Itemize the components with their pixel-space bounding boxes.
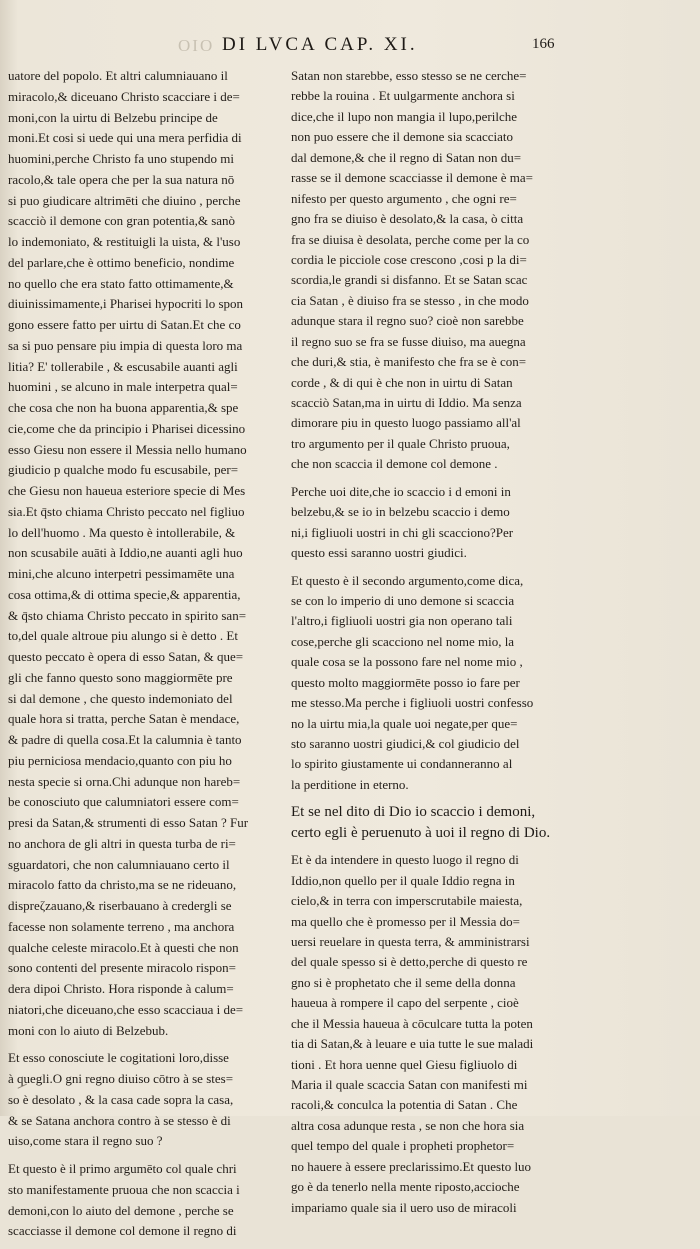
text-line: cielo,& in terra con imperscrutabile maiesta, <box>291 893 523 909</box>
text-line: huomini,perche Christo fa uno stupendo mi <box>8 151 235 166</box>
text-line: litia? E' tollerabile , & escusabile auanti agli <box>8 358 238 374</box>
text-line: ma quello che è promesso per il Messia do= <box>291 913 520 929</box>
text-line: uatore del popolo. Et altri calumniauano il <box>8 68 228 83</box>
text-line: questo essi saranno uostri giudici. <box>291 545 467 561</box>
text-line: quale cosa se la possono fare nel nome mio , <box>291 654 523 670</box>
text-line: che non scaccia il demone col demone . <box>291 456 498 472</box>
text-line: cose,perche gli scacciono nel nome mio, la <box>291 633 515 649</box>
paragraph <box>8 1048 283 1152</box>
text-line: mini,che alcuno interpetri pessimamēte una <box>8 566 235 581</box>
text-line: sguardatori, che non calumniauano certo il <box>8 856 230 872</box>
text-line: nesta specie si orna.Chi adunque non hareb= <box>8 773 241 789</box>
text-line: moni con lo aiuto di Belzebub. <box>8 1022 169 1038</box>
text-line: & se Satana anchora contro à se stesso è di <box>8 1112 231 1128</box>
text-line: dal demone,& che il regno di Satan non du= <box>291 149 522 165</box>
text-line: lo spirito giustamente ui condanneranno al <box>291 756 513 772</box>
text-line: no la uirtu mia,la quale uoi negate,per que= <box>291 715 518 731</box>
text-line: racolo,& tale opera che per la sua natura nō <box>8 171 235 187</box>
text-line: cie,come che da principio i Pharisei dicessino <box>8 420 246 436</box>
text-line: quale hora si tratta, perche Satan è mendace, <box>8 711 240 727</box>
text-line: che Giesu non haueua esteriore specie di Mes <box>8 483 246 498</box>
text-line: tioni . Et hora uenne quel Giesu figliuolo di <box>291 1056 518 1072</box>
bleed-through-text: OIO <box>178 36 215 55</box>
text-line: & padre di quella cosa.Et la calumnia è tanto <box>8 732 242 747</box>
paragraph <box>291 482 686 564</box>
right-column <box>291 66 686 1225</box>
text-line: certo egli è peruenuto à uoi il regno di Dio. <box>291 824 551 841</box>
text-line: Perche uoi dite,che io scaccio i d emoni in <box>291 483 511 499</box>
text-line: cordia le picciole cose crescono ,cosi p la di= <box>291 251 527 267</box>
text-line: diuinissimamente,i Pharisei hypocriti lo spon <box>8 296 244 312</box>
text-line: che cosa che non ha buona apparentia,& spe <box>8 400 239 415</box>
text-line: si dal demone , che questo indemoniato del <box>8 690 233 706</box>
text-line: sa si puo pensare piu impia di questa loro ma <box>8 337 243 353</box>
text-line: altra cosa adunque resta , se non che hora sia <box>291 1117 525 1133</box>
text-line: sono contenti del presente miracolo rispon= <box>8 960 236 976</box>
text-line: moni,con la uirtu di Belzebu principe de <box>8 109 218 125</box>
text-line: me stesso.Ma perche i figliuoli uostri confesso <box>291 695 534 711</box>
paragraph <box>8 1159 283 1242</box>
page-header <box>0 34 700 60</box>
text-line: be conosciuto que calumniatori essere com= <box>8 794 239 810</box>
text-line: no quello che era stato fatto ottimamente,& <box>8 275 234 291</box>
text-line: niatori,che diceuano,che esso scacciaua i de= <box>8 1001 244 1017</box>
text-line: che il Messia haueua à cōculcare tutta la poten <box>291 1015 533 1031</box>
text-line: Et questo è il secondo argumento,come dica, <box>291 572 524 588</box>
scripture-verse <box>291 802 686 843</box>
page-number: 166 <box>532 36 555 52</box>
text-line: rebbe la rouina . Et uulgarmente anchora si <box>291 88 515 104</box>
text-line: Et esso conosciute le cogitationi loro,disse <box>8 1050 229 1066</box>
text-line: non scusabile auāti à Iddio,ne auanti agli huo <box>8 545 243 561</box>
paragraph <box>291 571 686 796</box>
text-line: Satan non starebbe, esso stesso se ne cerche= <box>291 68 527 83</box>
text-line: dera dipoi Christo. Hora risponde à calum= <box>8 981 234 996</box>
text-line: gono essere fatto per uirtu di Satan.Et che co <box>8 317 241 332</box>
text-line: questo peccato è opera di esso Satan, & que= <box>8 649 244 664</box>
text-line: dimorare piu in questo luogo passiamo all'al <box>291 415 521 431</box>
text-line: à quegli.O gni regno diuiso cōtro à se stes= <box>8 1071 234 1086</box>
text-line: tro argumento per il quale Christo pruoua, <box>291 435 510 451</box>
text-line: se con lo imperio di uno demone si scaccia <box>291 592 515 608</box>
text-line: qualche celeste miracolo.Et à questi che non <box>8 939 239 955</box>
text-line: dispreζzauano,& riserbauano à credergli se <box>8 898 232 913</box>
text-line: uiso,come stara il regno suo ? <box>8 1133 163 1149</box>
text-line: to,del quale altroue piu alungo si è detto . Et <box>8 628 238 644</box>
text-line: sto manifestamente pruoua che non scaccia i <box>8 1181 240 1197</box>
text-line: facesse non solamente terreno , ma anchora <box>8 918 235 934</box>
text-line: no hauere à essere preclarissimo.Et questo luo <box>291 1158 532 1174</box>
text-line: il regno suo se fra se fusse diuiso, ma auegna <box>291 333 526 349</box>
text-line: gno si è prophetato che il seme della donna <box>291 974 516 990</box>
text-line: questo molto maggiormēte posso io fare per <box>291 674 520 690</box>
text-line: & q̄sto chiama Christo peccato in spirito san= <box>8 607 247 623</box>
text-line: del quale spesso si è detto,perche di questo re <box>291 954 528 970</box>
text-line: lo indemoniato, & restituigli la uista, & l'uso <box>8 234 241 249</box>
text-line: si puo giudicare altrimēti che diuino , perche <box>8 192 241 208</box>
text-line: la perditione in eterno. <box>291 776 409 792</box>
text-line: scacciò il demone con gran potentia,& sanò <box>8 213 236 229</box>
text-line: Et questo è il primo argumēto col quale chri <box>8 1161 237 1176</box>
text-line: piu perniciosa mendacio,quanto con piu ho <box>8 752 232 768</box>
text-line: lo dell'huomo . Ma questo è intollerabile, & <box>8 524 236 540</box>
text-line: presi da Satan,& strumenti di esso Satan ? Fur <box>8 815 249 830</box>
text-line: tia di Satan,& à leuare e uia tutte le sue maladi <box>291 1036 534 1052</box>
text-line: racoli,& conculca la potentia di Satan . Che <box>291 1097 518 1113</box>
text-line: sto saranno uostri giudici,& col giudicio del <box>291 736 520 751</box>
text-line: Maria il quale scaccia Satan con manifesti mi <box>291 1077 528 1092</box>
text-line: cosa ottima,& di ottima specie,& apparentia, <box>8 586 241 602</box>
paragraph <box>291 66 686 475</box>
text-line: Iddio,non quello per il quale Iddio regna in <box>291 872 515 888</box>
text-line: impariamo quale sia il uero uso de miracoli <box>291 1199 517 1215</box>
text-line: esso Giesu non essere il Messia nello humano <box>8 441 247 457</box>
text-line: non puo essere che il demone sia scacciato <box>291 129 513 145</box>
paragraph <box>291 850 686 1218</box>
text-line: nifesto per questo argumento , che ogni re= <box>291 190 517 206</box>
left-column <box>8 66 283 1249</box>
text-line: scacciò Satan,ma in uirtu di Iddio. Ma senza <box>291 395 522 410</box>
text-line: cia Satan , è diuiso fra se stesso , in che modo <box>291 292 529 308</box>
text-line: del parlare,che è ottimo beneficio, nondime <box>8 254 235 270</box>
paragraph <box>8 66 283 1041</box>
text-line: sia.Et q̄sto chiama Christo peccato nel figliuo <box>8 503 245 519</box>
text-line: demoni,con lo aiuto del demone , perche se <box>8 1202 234 1218</box>
text-line: haueua à rompere il capo del serpente , cioè <box>291 995 519 1011</box>
text-line: scordia,le grandi si disfanno. Et se Satan scac <box>291 272 528 288</box>
text-line: Et se nel dito di Dio io scaccio i demoni, <box>291 804 536 821</box>
text-line: adunque stara il regno suo? cioè non sarebbe <box>291 313 524 329</box>
text-line: che duri,& stia, è manifesto che fra se è con= <box>291 354 527 370</box>
text-line: gli che fanno questo sono maggiormēte pre <box>8 669 233 685</box>
text-line: go è da tenerlo nella mente riposto,accioche <box>291 1179 520 1195</box>
text-line: fra se diuisa è desolata, perche come per la co <box>291 231 530 247</box>
text-line: quel tempo del quale i propheti prophetor= <box>291 1138 515 1154</box>
running-head: DI LVCA CAP. XI. <box>222 34 418 55</box>
text-line: uersi reuelare in questa terra, & amministrarsi <box>291 933 530 949</box>
text-line: scacciasse il demone col demone il regno di <box>8 1223 237 1239</box>
text-line: gno fra se diuiso è desolato,& la casa, ò citta <box>291 211 524 227</box>
text-line: giudicio p qualche modo fu escusabile, per= <box>8 462 239 478</box>
text-line: so è desolato , & la casa cade sopra la casa, <box>8 1091 234 1107</box>
text-line: moni.Et cosi si uede qui una mera perfidia di <box>8 130 242 146</box>
text-line: ni,i figliuoli uostri in chi gli scacciono?Per <box>291 524 514 540</box>
text-line: corde , & di qui è che non in uirtu di Satan <box>291 374 513 390</box>
text-line: rasse se il demone scacciasse il demone è ma= <box>291 170 533 186</box>
text-line: miracolo,& diceuano Christo scacciare i de= <box>8 88 240 104</box>
text-line: huomini , se alcuno in male interpetra qual= <box>8 379 238 395</box>
text-line: no anchora de gli altri in questa turba de ri= <box>8 835 236 851</box>
text-line: dice,che il lupo non mangia il lupo,perilche <box>291 108 517 124</box>
text-line: Et è da intendere in questo luogo il regno di <box>291 852 519 868</box>
text-line: miracolo fatto da christo,ma se ne rideuano, <box>8 877 237 893</box>
text-line: l'altro,i figliuoli uostri gia non operano tali <box>291 613 513 629</box>
text-line: belzebu,& se io in belzebu scaccio i demo <box>291 504 510 520</box>
